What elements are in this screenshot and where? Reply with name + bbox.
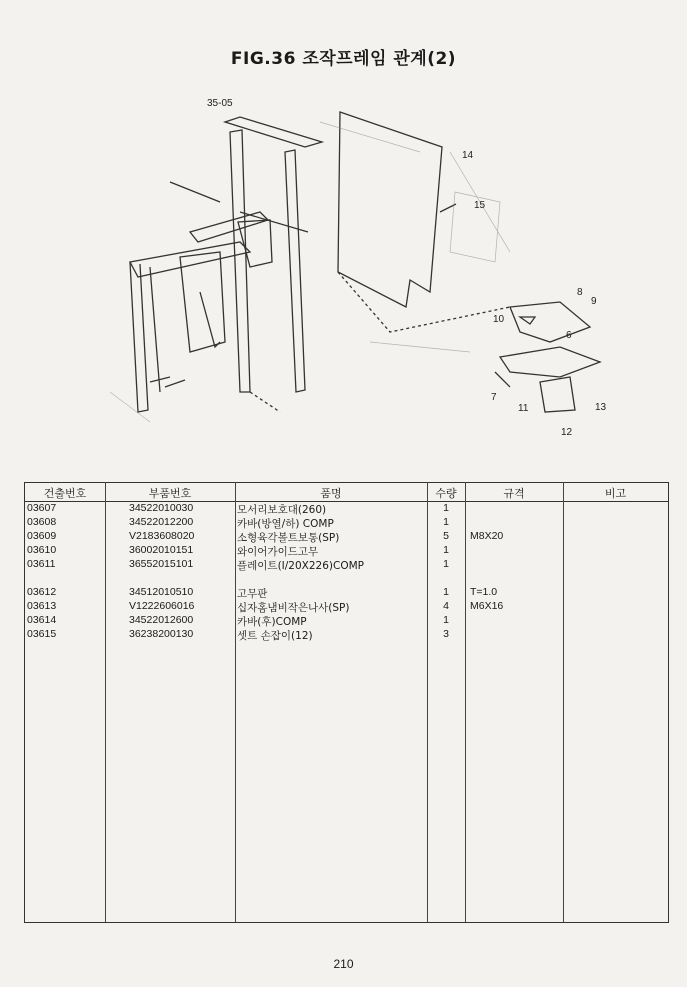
callout-9: 9 — [591, 296, 597, 307]
row-part-number: 36238200130 — [129, 628, 194, 640]
row-part-number: 34522012200 — [129, 516, 194, 528]
row-code: 03609 — [27, 530, 57, 542]
row-part-number: 34522012600 — [129, 614, 194, 626]
parts-list-table — [24, 482, 669, 923]
callout-11: 11 — [518, 403, 529, 414]
row-qty: 1 — [443, 558, 449, 570]
table-row — [25, 502, 668, 516]
row-part-number: 36552015101 — [129, 558, 194, 570]
table-row — [25, 558, 668, 572]
row-code: 03615 — [27, 628, 57, 640]
row-qty: 1 — [443, 614, 449, 626]
row-qty: 1 — [443, 586, 449, 598]
callout-8: 8 — [577, 287, 583, 298]
callout-14: 14 — [462, 150, 474, 161]
row-qty: 1 — [443, 516, 449, 528]
row-qty: 5 — [443, 530, 449, 542]
row-part-number: 36002010151 — [129, 544, 194, 556]
row-name: 십자홈냄비작은나사(SP) — [237, 602, 350, 614]
callout-6: 6 — [566, 330, 572, 341]
row-part-number: V2183608020 — [129, 530, 195, 542]
row-qty: 1 — [443, 502, 449, 514]
row-qty: 1 — [443, 544, 449, 556]
page-number: 210 — [333, 957, 354, 971]
row-part-number: V1222606016 — [129, 600, 195, 612]
row-part-number: 34522010030 — [129, 502, 194, 514]
row-spec: M6X16 — [470, 600, 504, 612]
callout-12: 12 — [561, 427, 573, 438]
callout-10: 10 — [493, 314, 505, 325]
callout-15: 15 — [474, 200, 486, 211]
row-code: 03611 — [27, 558, 56, 570]
row-name: 플레이트(I/20X226)COMP — [237, 560, 364, 572]
row-code: 03612 — [27, 586, 57, 598]
table-row — [25, 544, 668, 558]
exploded-parts-diagram — [90, 92, 630, 452]
table-row — [25, 614, 668, 628]
table-row — [25, 600, 668, 614]
row-spec: M8X20 — [470, 530, 504, 542]
row-part-number: 34512010510 — [129, 586, 194, 598]
row-spec: T=1.0 — [470, 586, 498, 598]
col-header-name: 품명 — [320, 487, 342, 500]
row-name: 소형육각볼트보통(SP) — [237, 532, 340, 544]
row-name: 카바(방열/하) COMP — [237, 518, 334, 530]
callout-7: 7 — [491, 392, 497, 403]
row-code: 03614 — [27, 614, 57, 626]
row-code: 03613 — [27, 600, 57, 612]
row-name: 와이어가이드고무 — [237, 546, 319, 558]
frame-drawing — [90, 92, 630, 452]
table-row — [25, 530, 668, 544]
col-header-qty: 수량 — [435, 487, 457, 500]
row-code: 03610 — [27, 544, 57, 556]
table-row — [25, 586, 668, 600]
row-qty: 3 — [443, 628, 449, 640]
table-row — [25, 516, 668, 530]
col-header-spec: 규격 — [503, 487, 525, 500]
col-header-code: 건출번호 — [43, 487, 87, 500]
table-header — [25, 482, 668, 502]
table-row — [25, 628, 668, 642]
callout-35-05: 35-05 — [207, 98, 233, 109]
callout-13: 13 — [595, 402, 607, 413]
row-code: 03608 — [27, 516, 57, 528]
row-name: 셋트 손잡이(12) — [237, 630, 313, 642]
row-name: 카바(후)COMP — [237, 616, 307, 628]
figure-title: FIG.36 조작프레임 관계(2) — [230, 49, 457, 69]
col-header-part-number: 부품번호 — [148, 487, 192, 500]
row-name: 모서리보호대(260) — [237, 504, 327, 516]
col-header-note: 비고 — [604, 487, 627, 500]
row-name: 고무판 — [237, 588, 268, 600]
row-qty: 4 — [443, 600, 449, 612]
row-code: 03607 — [27, 502, 57, 514]
